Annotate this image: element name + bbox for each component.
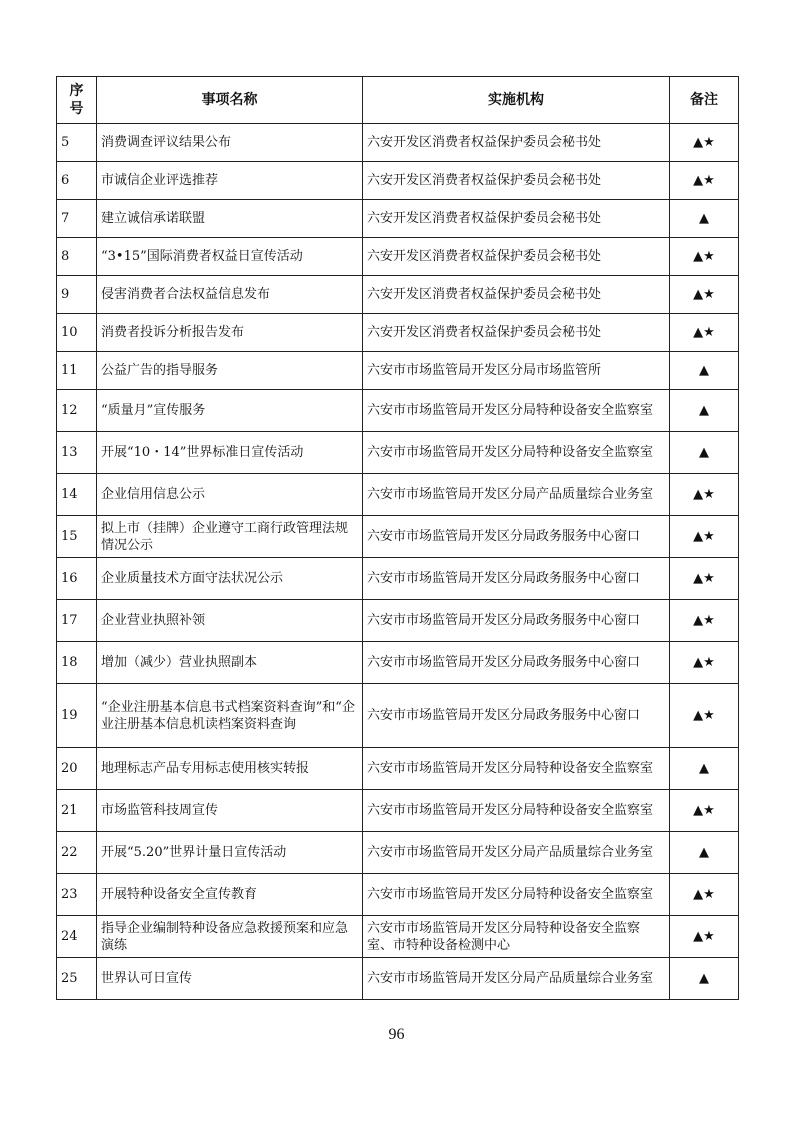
item-name: 建立诚信承诺联盟 — [97, 200, 363, 238]
item-name: “3•15”国际消费者权益日宣传活动 — [97, 238, 363, 276]
remark-marks: ▲★ — [670, 558, 739, 600]
remark-marks: ▲★ — [670, 276, 739, 314]
implementing-agency: 六安开发区消费者权益保护委员会秘书处 — [363, 276, 670, 314]
row-number: 19 — [57, 684, 97, 748]
table-row — [57, 958, 739, 1000]
remark-marks: ▲ — [670, 200, 739, 238]
implementing-agency: 六安市市场监管局开发区分局特种设备安全监察室 — [363, 874, 670, 916]
remark-marks: ▲★ — [670, 474, 739, 516]
item-name: 市诚信企业评选推荐 — [97, 162, 363, 200]
implementing-agency: 六安市市场监管局开发区分局特种设备安全监察室 — [363, 790, 670, 832]
row-number: 21 — [57, 790, 97, 832]
item-name: 消费者投诉分析报告发布 — [97, 314, 363, 352]
row-number: 11 — [57, 352, 97, 390]
row-number: 25 — [57, 958, 97, 1000]
remark-marks: ▲★ — [670, 684, 739, 748]
implementing-agency: 六安开发区消费者权益保护委员会秘书处 — [363, 314, 670, 352]
row-number: 6 — [57, 162, 97, 200]
table-row — [57, 600, 739, 642]
page-number: 96 — [388, 1026, 405, 1043]
table-row — [57, 832, 739, 874]
table-row — [57, 432, 739, 474]
remark-marks: ▲ — [670, 390, 739, 432]
row-number: 15 — [57, 516, 97, 558]
remark-marks: ▲★ — [670, 642, 739, 684]
remark-marks: ▲★ — [670, 790, 739, 832]
row-number: 8 — [57, 238, 97, 276]
item-name: 增加（减少）营业执照副本 — [97, 642, 363, 684]
remark-marks: ▲★ — [670, 238, 739, 276]
table-row — [57, 238, 739, 276]
item-name: 市场监管科技周宣传 — [97, 790, 363, 832]
item-name: 企业质量技术方面守法状况公示 — [97, 558, 363, 600]
item-name: 公益广告的指导服务 — [97, 352, 363, 390]
table-row — [57, 390, 739, 432]
row-number: 14 — [57, 474, 97, 516]
remark-marks: ▲★ — [670, 600, 739, 642]
row-number: 12 — [57, 390, 97, 432]
table-row — [57, 352, 739, 390]
implementing-agency: 六安市市场监管局开发区分局市场监管所 — [363, 352, 670, 390]
table-row — [57, 874, 739, 916]
row-number: 16 — [57, 558, 97, 600]
row-number: 10 — [57, 314, 97, 352]
item-name: 世界认可日宣传 — [97, 958, 363, 1000]
implementing-agency: 六安市市场监管局开发区分局产品质量综合业务室 — [363, 958, 670, 1000]
implementing-agency: 六安市市场监管局开发区分局政务服务中心窗口 — [363, 642, 670, 684]
row-number: 18 — [57, 642, 97, 684]
item-name: 侵害消费者合法权益信息发布 — [97, 276, 363, 314]
table-row — [57, 162, 739, 200]
row-number: 22 — [57, 832, 97, 874]
row-number: 17 — [57, 600, 97, 642]
remark-marks: ▲ — [670, 832, 739, 874]
table-header-row — [57, 77, 739, 124]
item-name: 消费调查评议结果公布 — [97, 124, 363, 162]
implementing-agency: 六安市市场监管局开发区分局政务服务中心窗口 — [363, 516, 670, 558]
row-number: 5 — [57, 124, 97, 162]
remark-marks: ▲★ — [670, 516, 739, 558]
implementing-agency: 六安开发区消费者权益保护委员会秘书处 — [363, 124, 670, 162]
row-number: 24 — [57, 916, 97, 958]
row-number: 9 — [57, 276, 97, 314]
implementing-agency: 六安市市场监管局开发区分局产品质量综合业务室 — [363, 474, 670, 516]
service-items-table — [56, 76, 739, 1000]
implementing-agency: 六安市市场监管局开发区分局特种设备安全监察室 — [363, 432, 670, 474]
item-name: 拟上市（挂牌）企业遵守工商行政管理法规情况公示 — [97, 516, 363, 558]
row-number: 7 — [57, 200, 97, 238]
remark-marks: ▲ — [670, 352, 739, 390]
table-row — [57, 748, 739, 790]
table-row — [57, 314, 739, 352]
table-row — [57, 684, 739, 748]
header-note: 备注 — [670, 77, 739, 124]
table-row — [57, 790, 739, 832]
table-row — [57, 200, 739, 238]
table-row — [57, 276, 739, 314]
header-name: 事项名称 — [97, 77, 363, 124]
remark-marks: ▲★ — [670, 124, 739, 162]
implementing-agency: 六安市市场监管局开发区分局政务服务中心窗口 — [363, 600, 670, 642]
table-row — [57, 916, 739, 958]
remark-marks: ▲★ — [670, 162, 739, 200]
table-body — [57, 124, 739, 1000]
row-number: 23 — [57, 874, 97, 916]
table-row — [57, 642, 739, 684]
table-row — [57, 516, 739, 558]
implementing-agency: 六安开发区消费者权益保护委员会秘书处 — [363, 200, 670, 238]
header-seq — [57, 77, 97, 124]
implementing-agency: 六安市市场监管局开发区分局政务服务中心窗口 — [363, 684, 670, 748]
item-name: 开展“5.20”世界计量日宣传活动 — [97, 832, 363, 874]
header-seq-label: 序号 — [69, 83, 84, 117]
item-name: “质量月”宣传服务 — [97, 390, 363, 432]
implementing-agency: 六安开发区消费者权益保护委员会秘书处 — [363, 238, 670, 276]
remark-marks: ▲ — [670, 432, 739, 474]
implementing-agency: 六安市市场监管局开发区分局产品质量综合业务室 — [363, 832, 670, 874]
row-number: 13 — [57, 432, 97, 474]
remark-marks: ▲★ — [670, 874, 739, 916]
implementing-agency: 六安市市场监管局开发区分局政务服务中心窗口 — [363, 558, 670, 600]
table-row — [57, 124, 739, 162]
row-number: 20 — [57, 748, 97, 790]
item-name: 指导企业编制特种设备应急救援预案和应急演练 — [97, 916, 363, 958]
table-row — [57, 474, 739, 516]
implementing-agency: 六安开发区消费者权益保护委员会秘书处 — [363, 162, 670, 200]
remark-marks: ▲★ — [670, 314, 739, 352]
item-name: 地理标志产品专用标志使用核实转报 — [97, 748, 363, 790]
implementing-agency: 六安市市场监管局开发区分局特种设备安全监察室 — [363, 748, 670, 790]
item-name: 企业信用信息公示 — [97, 474, 363, 516]
remark-marks: ▲★ — [670, 916, 739, 958]
item-name: 企业营业执照补领 — [97, 600, 363, 642]
implementing-agency: 六安市市场监管局开发区分局特种设备安全监察室 — [363, 390, 670, 432]
item-name: “企业注册基本信息书式档案资料查询”和“企业注册基本信息机读档案资料查询 — [97, 684, 363, 748]
header-org: 实施机构 — [363, 77, 670, 124]
remark-marks: ▲ — [670, 958, 739, 1000]
implementing-agency: 六安市市场监管局开发区分局特种设备安全监察室、市特种设备检测中心 — [363, 916, 670, 958]
table-row — [57, 558, 739, 600]
item-name: 开展“10・14”世界标准日宣传活动 — [97, 432, 363, 474]
remark-marks: ▲ — [670, 748, 739, 790]
item-name: 开展特种设备安全宣传教育 — [97, 874, 363, 916]
